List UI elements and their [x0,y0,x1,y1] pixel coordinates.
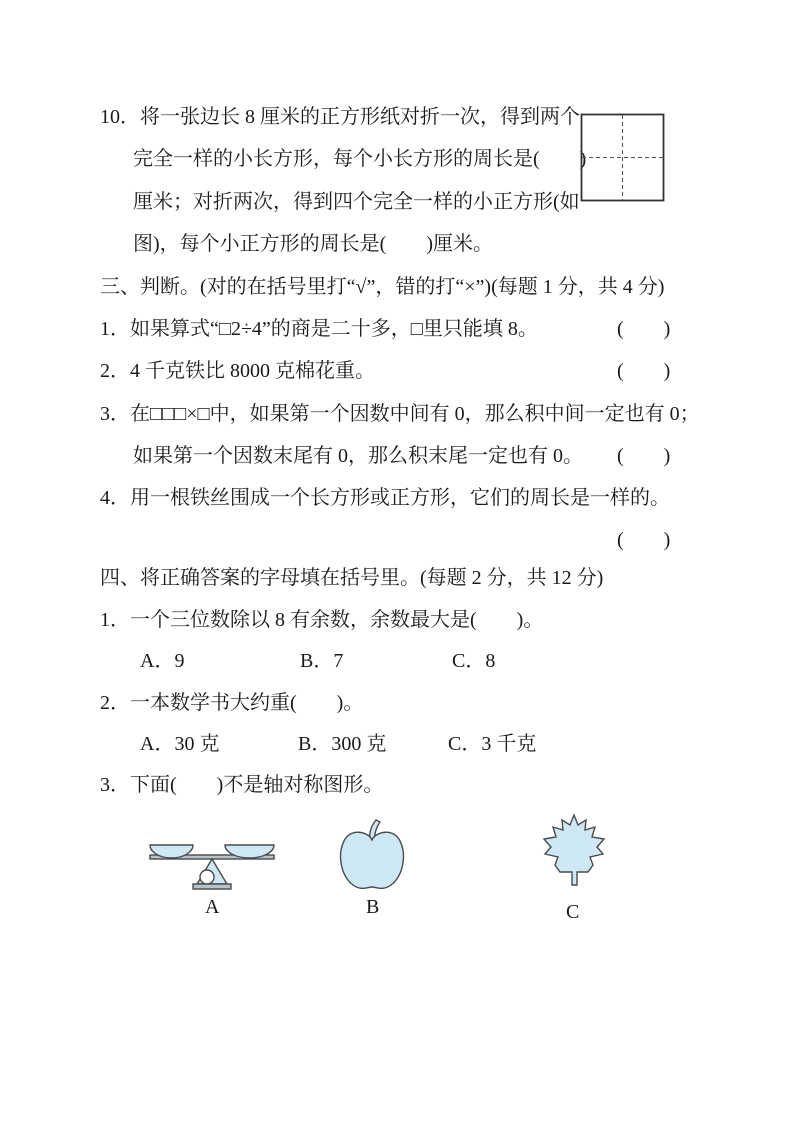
judge-q4-text: 4．用一根铁丝围成一个长方形或正方形，它们的周长是一样的。 [100,487,670,509]
apple-image [336,818,408,896]
balance-scale-image [148,840,276,890]
choice-q2-option-c: C．3 千克 [448,733,537,755]
choice-q2-option-a: A．30 克 [140,733,220,755]
q10-line1: 10．将一张边长 8 厘米的正方形纸对折一次，得到两个 [100,106,580,128]
apple-body [341,832,404,888]
image-label-c: C [566,901,580,923]
judge-q1-text: 1．如果算式“□2÷4”的商是二十多，□里只能填 8。 [100,318,538,340]
choice-q1-text: 1．一个三位数除以 8 有余数，余数最大是( )。 [100,609,544,631]
folded-square-figure [580,113,665,202]
judge-section-heading: 三、判断。(对的在括号里打“√”，错的打“×”)(每题 1 分，共 4 分) [100,276,665,298]
judge-q2-text: 2．4 千克铁比 8000 克棉花重。 [100,360,375,382]
q10-line3: 厘米；对折两次，得到四个完全一样的小正方形(如 [133,191,580,213]
choice-q1-option-c: C．8 [452,650,496,672]
judge-q3-text-line2: 如果第一个因数末尾有 0，那么积末尾一定也有 0。 [133,445,583,467]
image-label-b: B [366,896,380,918]
judge-q3-text-line1: 3．在□□□×□中，如果第一个因数中间有 0，那么积中间一定也有 0； [100,403,700,425]
choice-section-heading: 四、将正确答案的字母填在括号里。(每题 2 分，共 12 分) [100,567,604,589]
choice-q2-text: 2．一本数学书大约重( )。 [100,692,364,714]
image-label-a: A [205,896,220,918]
choice-q1-option-b: B．7 [300,650,344,672]
q10-line2: 完全一样的小长方形，每个小长方形的周长是( ) [133,148,587,170]
judge-q3-answer-blank: ( ) [617,445,671,467]
choice-q3-text: 3．下面( )不是轴对称图形。 [100,774,384,796]
balance-base [193,884,231,889]
choice-q2-option-b: B．300 克 [298,733,387,755]
judge-q4-answer-blank: ( ) [617,529,671,551]
q10-line4: 图)，每个小正方形的周长是( )厘米。 [133,233,493,255]
maple-leaf-image [541,812,607,890]
balance-fulcrum-circle [200,870,214,884]
maple-leaf-shape [544,815,604,885]
choice-q1-option-a: A．9 [140,650,185,672]
judge-q2-answer-blank: ( ) [617,360,671,382]
judge-q1-answer-blank: ( ) [617,318,671,340]
